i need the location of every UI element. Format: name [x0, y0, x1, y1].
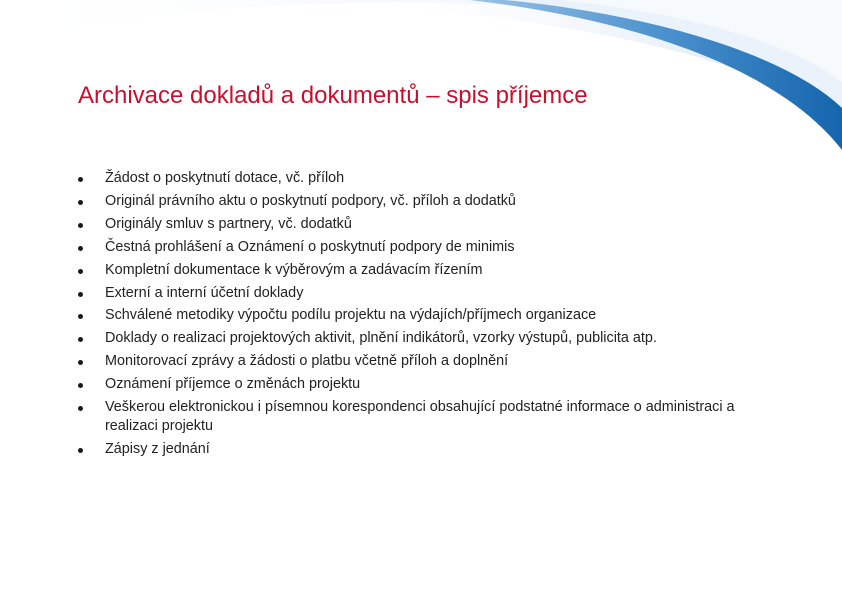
list-item [78, 192, 738, 211]
bullet-icon [78, 337, 83, 342]
bullet-icon [78, 246, 83, 251]
bullet-icon [78, 177, 83, 182]
list-item-text: Doklady o realizaci projektových aktivit, plnění indikátorů, vzorky výstupů, publicita atp. [105, 330, 657, 347]
bullet-list [78, 169, 738, 463]
list-item-text: Zápisy z jednání [105, 441, 210, 458]
list-item-text: Originály smluv s partnery, vč. dodatků [105, 215, 352, 232]
bullet-icon [78, 360, 83, 365]
header-swoosh-decoration [0, 0, 842, 160]
list-item [78, 169, 738, 188]
list-item [78, 398, 738, 437]
list-item [78, 215, 738, 234]
list-item [78, 375, 738, 394]
list-item [78, 352, 738, 371]
list-item [78, 284, 738, 303]
bullet-icon [78, 269, 83, 274]
list-item [78, 440, 738, 459]
list-item-text: Čestná prohlášení a Oznámení o poskytnutí podpory de minimis [105, 238, 515, 255]
list-item-text: Oznámení příjemce o změnách projektu [105, 376, 361, 393]
bullet-icon [78, 406, 83, 411]
list-item-text: Veškerou elektronickou i písemnou korespondenci obsahující podstatné informace o administraci a realizaci projektu [105, 399, 735, 435]
list-item [78, 238, 738, 257]
slide-title: Archivace dokladů a dokumentů – spis příjemce [78, 82, 588, 109]
bullet-icon [78, 383, 83, 388]
list-item-text: Kompletní dokumentace k výběrovým a zadávacím řízením [105, 261, 483, 278]
list-item-text: Schválené metodiky výpočtu podílu projektu na výdajích/příjmech organizace [105, 307, 597, 324]
bullet-icon [78, 292, 83, 297]
bullet-icon [78, 200, 83, 205]
bullet-icon [78, 314, 83, 319]
bullet-icon [78, 448, 83, 453]
list-item-text: Originál právního aktu o poskytnutí podpory, vč. příloh a dodatků [105, 192, 516, 209]
list-item [78, 329, 738, 348]
list-item [78, 306, 738, 325]
list-item-text: Monitorovací zprávy a žádosti o platbu včetně příloh a doplnění [105, 353, 509, 370]
list-item [78, 261, 738, 280]
bullet-icon [78, 223, 83, 228]
list-item-text: Žádost o poskytnutí dotace, vč. příloh [105, 170, 345, 186]
list-item-text: Externí a interní účetní doklady [105, 284, 304, 301]
